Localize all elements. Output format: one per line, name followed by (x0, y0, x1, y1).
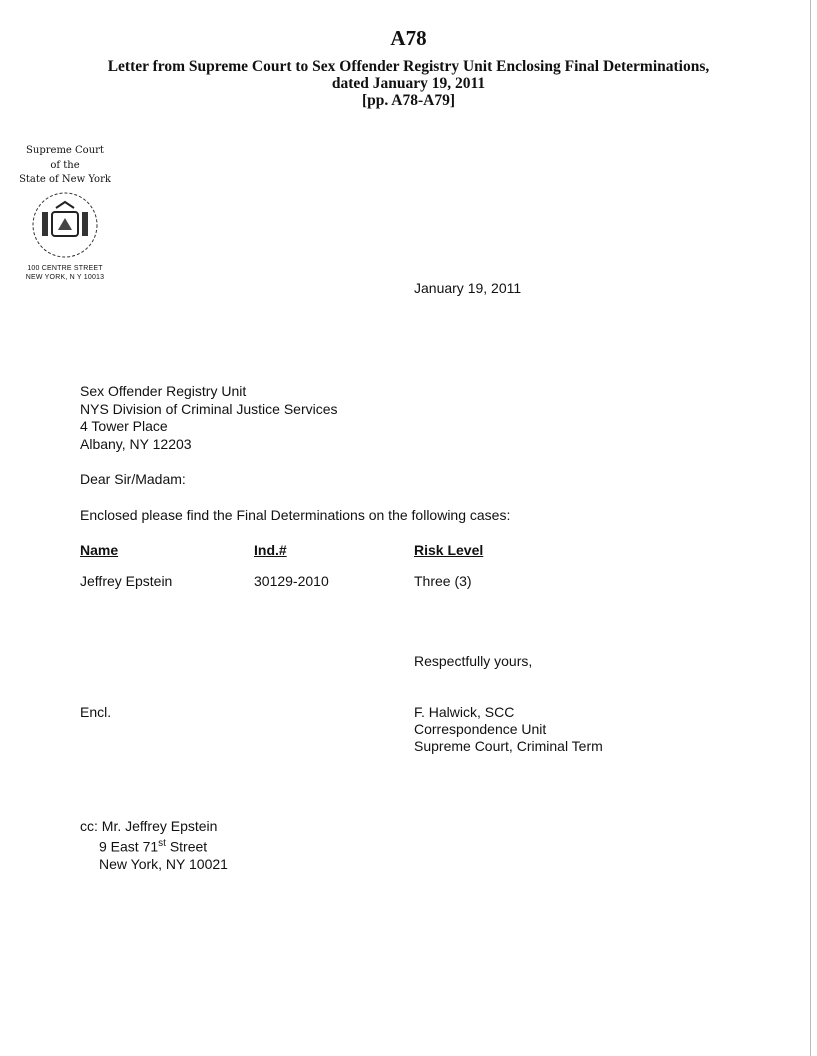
court-name-line3: State of New York (19, 174, 111, 185)
intro-paragraph: Enclosed please find the Final Determinations on the following cases: (80, 507, 511, 523)
court-address-line1: 100 CENTRE STREET (27, 265, 103, 272)
cc-line: cc: Mr. Jeffrey Epstein (80, 818, 218, 834)
document-title: Letter from Supreme Court to Sex Offender Registry Unit Enclosing Final Determinations, (107, 58, 710, 75)
column-header-ind: Ind.# (254, 542, 287, 558)
page-range: [pp. A78-A79] (361, 92, 455, 109)
cell-ind-number: 30129-2010 (254, 573, 329, 589)
column-header-name: Name (80, 542, 119, 558)
enclosure-note: Encl. (80, 704, 112, 720)
letter-date: January 19, 2011 (414, 280, 522, 296)
recipient-address (80, 383, 338, 453)
cc-street-suffix: st (158, 838, 166, 849)
cell-name: Jeffrey Epstein (80, 573, 173, 589)
cc-street-number: 9 East 71 (99, 838, 159, 855)
cc-block (80, 818, 228, 873)
signature-line: Correspondence Unit (414, 721, 547, 737)
column-header-risk-level: Risk Level (414, 542, 484, 558)
court-address-line2: NEW YORK, N Y 10013 (25, 274, 105, 281)
scan-edge-line (810, 0, 811, 1056)
signature-block (414, 704, 603, 755)
signature-line: F. Halwick, SCC (414, 704, 515, 720)
closing: Respectfully yours, (414, 653, 533, 669)
recipient-line: Sex Offender Registry Unit (80, 383, 247, 399)
recipient-line: NYS Division of Criminal Justice Services (80, 400, 338, 417)
cell-risk-level: Three (3) (414, 573, 472, 589)
document-date: dated January 19, 2011 (331, 75, 486, 92)
recipient-line: 4 Tower Place (80, 418, 168, 434)
recipient-line: Albany, NY 12203 (80, 435, 192, 452)
state-seal-icon (30, 190, 100, 260)
signature-line: Supreme Court, Criminal Term (414, 738, 603, 754)
cc-street-name: Street (165, 838, 208, 855)
salutation: Dear Sir/Madam: (80, 471, 186, 487)
cc-street (80, 835, 228, 856)
court-name-line1: Supreme Court (26, 145, 104, 156)
page-label: A78 (390, 26, 427, 50)
court-name-line2: of the (50, 160, 80, 171)
cc-city: New York, NY 10021 (99, 855, 228, 872)
